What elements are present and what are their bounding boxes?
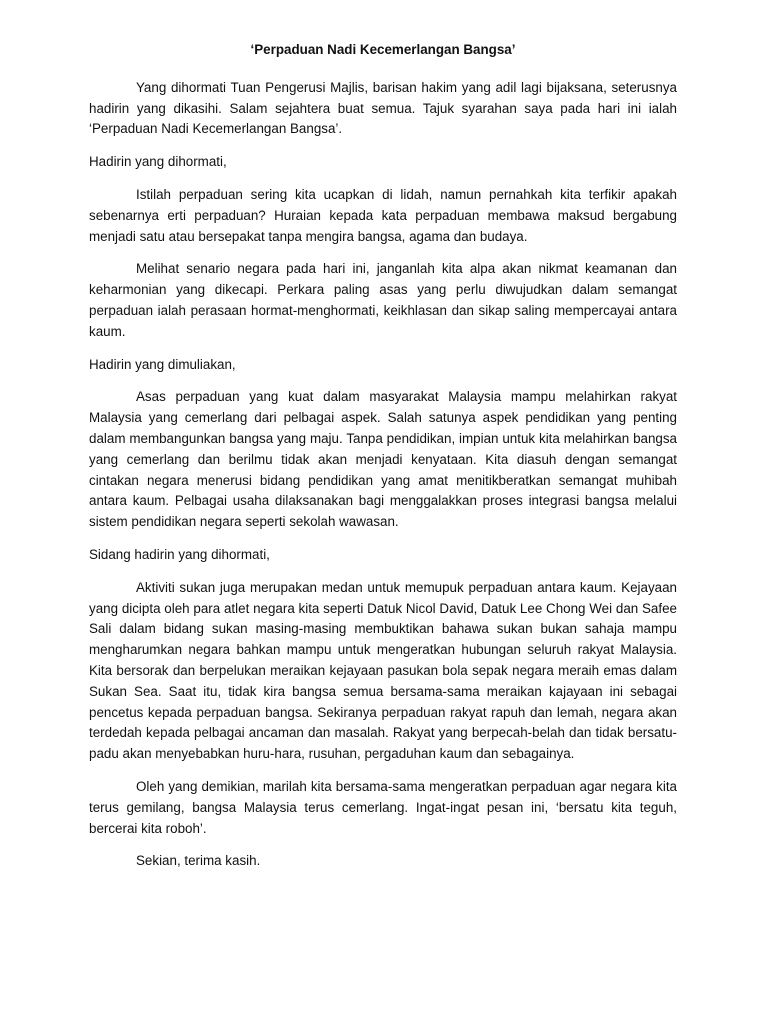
paragraph-conclusion: Oleh yang demikian, marilah kita bersama-sama mengeratkan perpaduan agar negara kita terus gemilang, bangsa Malaysia terus cemerlang. Ingat-ingat pesan ini, ‘bersatu kita teguh, bercerai kita roboh’. xyxy=(89,778,677,836)
paragraph-greeting: Sidang hadirin yang dihormati, xyxy=(89,546,270,562)
paragraph-scenario: Melihat senario negara pada hari ini, janganlah kita alpa akan nikmat keamanan dan keharmonian yang dikecapi. Perkara paling asas yang perlu diwujudkan dalam semangat perpaduan ialah perasaan hormat-menghormati, keikhlasan dan sikap saling mempercayai antara kaum. xyxy=(89,261,677,339)
paragraph-education: Asas perpaduan yang kuat dalam masyarakat Malaysia mampu melahirkan rakyat Malaysia yang cemerlang dari pelbagai aspek. Salah satunya aspek pendidikan yang penting dalam membangunkan bangsa yang maju. Tanpa pendidikan, impian untuk kita melahirkan bangsa yang cemerlang dan berilmu tidak akan menjadi kenyataan. Kita diasuh dengan semangat cintakan negara menerusi bidang pendidikan yang amat menitikberatkan semangat muhibah antara kaum. Pelbagai usaha dilaksanakan bagi menggalakkan proses integrasi bangsa melalui sistem pendidikan negara seperti sekolah wawasan. xyxy=(89,389,677,530)
paragraph-sports: Aktiviti sukan juga merupakan medan untuk memupuk perpaduan antara kaum. Kejayaan yang dicipta oleh para atlet negara kita seperti Datuk Nicol David, Datuk Lee Chong Wei dan Safee Sali dalam bidang sukan masing-masing membuktikan bahawa sukan bukan sahaja mampu mengharumkan negara bahkan mampu untuk mengeratkan hubungan seluruh rakyat Malaysia. Kita bersorak dan berpelukan meraikan kejayaan pasukan bola sepak negara meraih emas dalam Sukan Sea. Saat itu, tidak kira bangsa semua bersama-sama meraikan kajayaan ini sebagai pencetus kepada perpaduan bangsa. Sekiranya perpaduan rakyat rapuh dan lemah, negara akan terdedah kepada pelbagai ancaman dan masalah. Rakyat yang berpecah-belah dan tidak bersatu-padu akan menyebabkan huru-hara, rusuhan, pergaduhan kaum dan sebagainya. xyxy=(89,579,677,762)
paragraph-opening: Yang dihormati Tuan Pengerusi Majlis, barisan hakim yang adil lagi bijaksana, seterusnya hadirin yang dikasihi. Salam sejahtera buat semua. Tajuk syarahan saya pada hari ini ialah ‘Perpaduan Nadi Kecemerlangan Bangsa’. xyxy=(89,79,677,137)
paragraph-definition: Istilah perpaduan sering kita ucapkan di lidah, namun pernahkah kita terfikir apakah sebenarnya erti perpaduan? Huraian kepada kata perpaduan membawa maksud bergabung menjadi satu atau bersepakat tanpa mengira bangsa, agama dan budaya. xyxy=(89,186,677,244)
document-title: ‘Perpaduan Nadi Kecemerlangan Bangsa’ xyxy=(250,42,516,57)
paragraph-greeting: Hadirin yang dihormati, xyxy=(89,154,227,170)
paragraph-greeting: Hadirin yang dimuliakan, xyxy=(89,356,236,372)
paragraph-closing: Sekian, terima kasih. xyxy=(136,853,261,869)
document-page xyxy=(89,40,677,884)
